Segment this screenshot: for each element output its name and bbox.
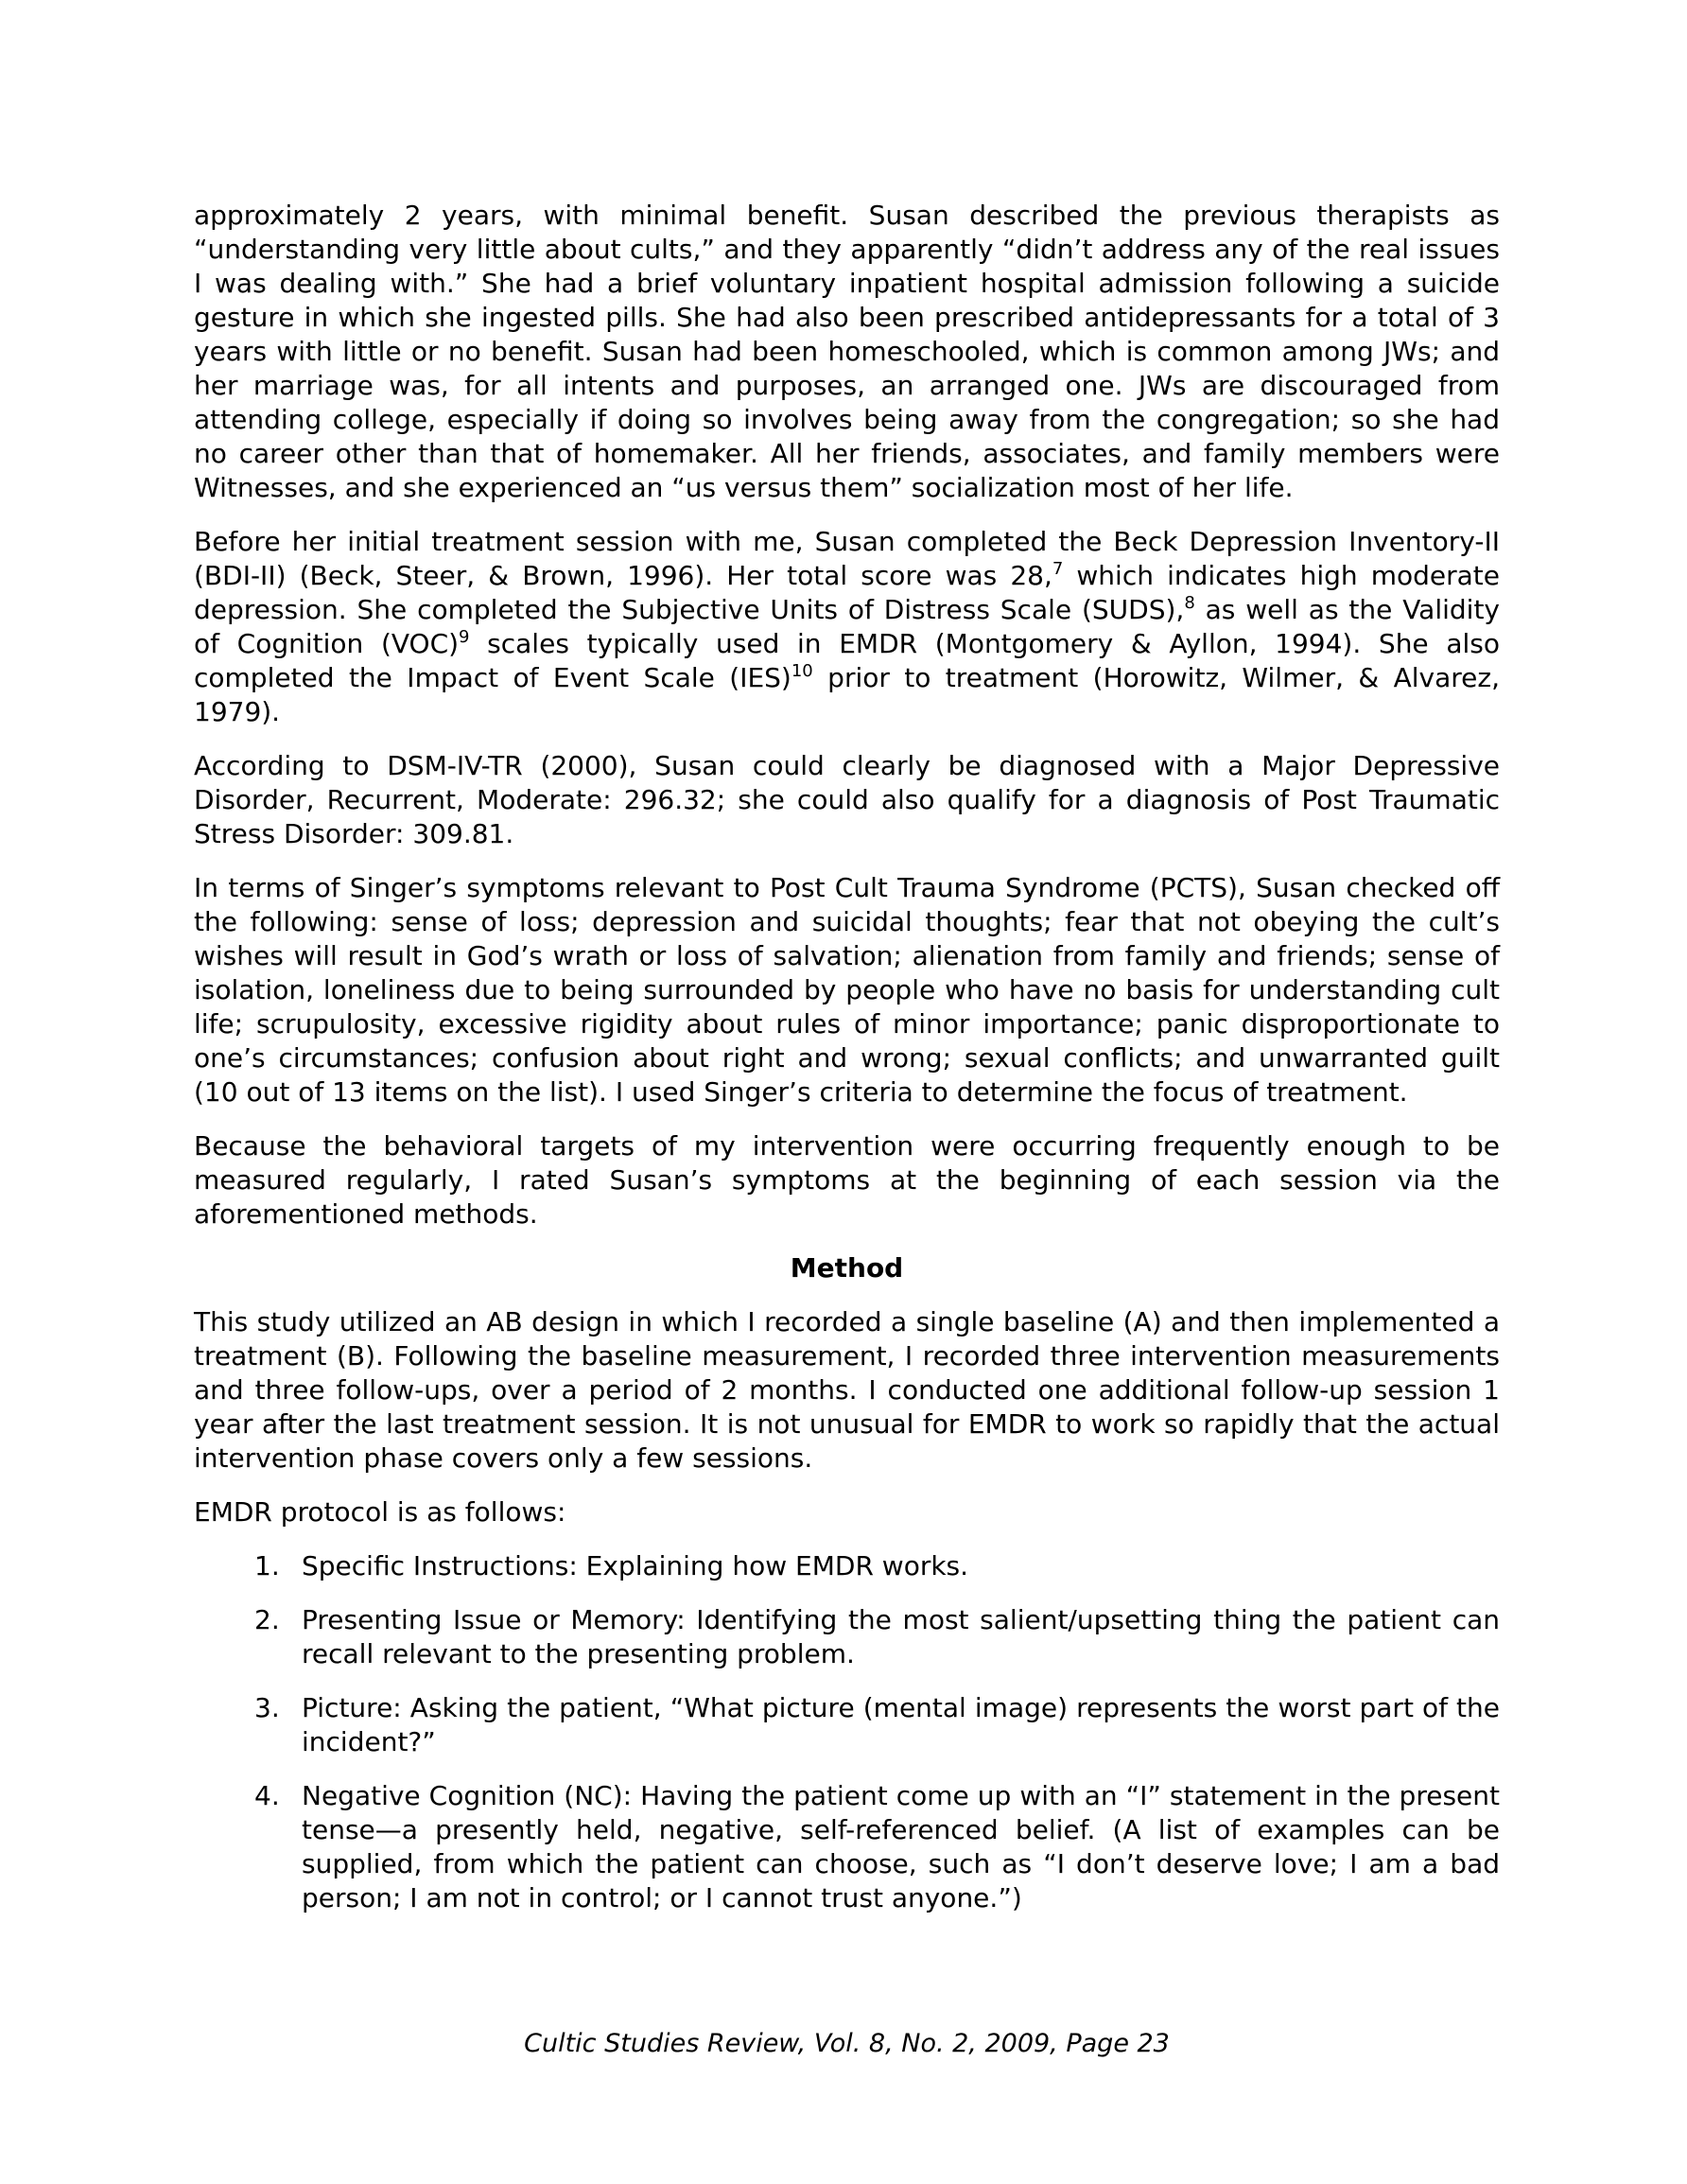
item-number: 3. bbox=[254, 1692, 280, 1723]
item-number: 1. bbox=[254, 1550, 280, 1581]
list-intro-paragraph: EMDR protocol is as follows: bbox=[194, 1496, 566, 1528]
page-content bbox=[194, 199, 1500, 1935]
body-paragraph-6: This study utilized an AB design in which I recorded a single baseline (A) and then implemented a treatment (B). Following the baseline measurement, I recorded three intervention measurements and three follow-ups, over a period of 2 months. I conducted one additional follow-up session 1 year after the last treatment session. It is not unusual for EMDR to work so rapidly that the actual intervention phase covers only a few sessions. bbox=[194, 1306, 1500, 1474]
protocol-item-1 bbox=[194, 1549, 1500, 1583]
protocol-item-4 bbox=[194, 1779, 1500, 1915]
emdr-protocol-list bbox=[194, 1549, 1500, 1915]
footnote-reference: 9 bbox=[459, 627, 470, 647]
footnote-reference: 10 bbox=[791, 661, 813, 681]
item-text: Picture: Asking the patient, “What picture (mental image) represents the worst part of the incident?” bbox=[302, 1692, 1500, 1757]
item-text: Negative Cognition (NC): Having the patient come up with an “I” statement in the present tense—a presently held, negative, self-referenced belief. (A list of examples can be supplied, from which the patient can choose, such as “I don’t deserve love; I am a bad person; I am not in control; or I cannot trust anyone.”) bbox=[302, 1780, 1500, 1913]
body-paragraph-3: According to DSM-IV-TR (2000), Susan could clearly be diagnosed with a Major Depressive Disorder, Recurrent, Moderate: 296.32; she could also qualify for a diagnosis of Post Traumatic Stress Disorder: 309.81. bbox=[194, 750, 1500, 849]
body-paragraph-1: approximately 2 years, with minimal benefit. Susan described the previous therapists as “understanding very little about cults,” and they apparently “didn’t address any of the real issues I was dealing with.” She had a brief voluntary inpatient hospital admission following a suicide gesture in which she ingested pills. She had also been prescribed antidepressants for a total of 3 years with little or no benefit. Susan had been homeschooled, which is common among JWs; and her marriage was, for all intents and purposes, an arranged one. JWs are discouraged from attending college, especially if doing so involves being away from the congregation; so she had no career other than that of homemaker. All her friends, associates, and family members were Witnesses, and she experienced an “us versus them” socialization most of her life. bbox=[194, 200, 1500, 503]
protocol-item-3 bbox=[194, 1691, 1500, 1759]
footnote-reference: 7 bbox=[1052, 559, 1064, 579]
method-section-heading: Method bbox=[790, 1252, 904, 1284]
item-number: 2. bbox=[254, 1604, 280, 1635]
body-paragraph-2: Before her initial treatment session with me, Susan completed the Beck Depression Inventory-II (BDI-II) (Beck, Steer, & Brown, 1996). Her total score was 28,$^7$ which indicates high moderate depression. She completed the Subjective Units of Distress Scale (SUDS),$^8$ as well as the Validity of Cognition (VOC)$^9$ scales typically used in EMDR (Montgomery & Ayllon, 1994). She also completed the Impact of Event Scale (IES)$^{10}$ prior to treatment (Horowitz, Wilmer, & Alvarez, 1979). bbox=[194, 526, 1501, 727]
page-footer: Cultic Studies Review, Vol. 8, No. 2, 2009, Page 23 bbox=[524, 2029, 1170, 2058]
item-text: Specific Instructions: Explaining how EMDR works. bbox=[302, 1550, 969, 1581]
item-text: Presenting Issue or Memory: Identifying the most salient/upsetting thing the patient can recall relevant to the presenting problem. bbox=[302, 1604, 1500, 1669]
protocol-item-2 bbox=[194, 1603, 1500, 1671]
footnote-reference: 8 bbox=[1184, 593, 1195, 613]
body-paragraph-5: Because the behavioral targets of my intervention were occurring frequently enough to be measured regularly, I rated Susan’s symptoms at the beginning of each session via the aforementioned methods. bbox=[194, 1130, 1500, 1230]
body-paragraph-4: In terms of Singer’s symptoms relevant to Post Cult Trauma Syndrome (PCTS), Susan checked off the following: sense of loss; depression and suicidal thoughts; fear that not obeying the cult’s wishes will result in God’s wrath or loss of salvation; alienation from family and friends; sense of isolation, loneliness due to being surrounded by people who have no basis for understanding cult life; scrupulosity, excessive rigidity about rules of minor importance; panic disproportionate to one’s circumstances; confusion about right and wrong; sexual conflicts; and unwarranted guilt (10 out of 13 items on the list). I used Singer’s criteria to determine the focus of treatment. bbox=[194, 872, 1500, 1108]
item-number: 4. bbox=[254, 1780, 280, 1811]
